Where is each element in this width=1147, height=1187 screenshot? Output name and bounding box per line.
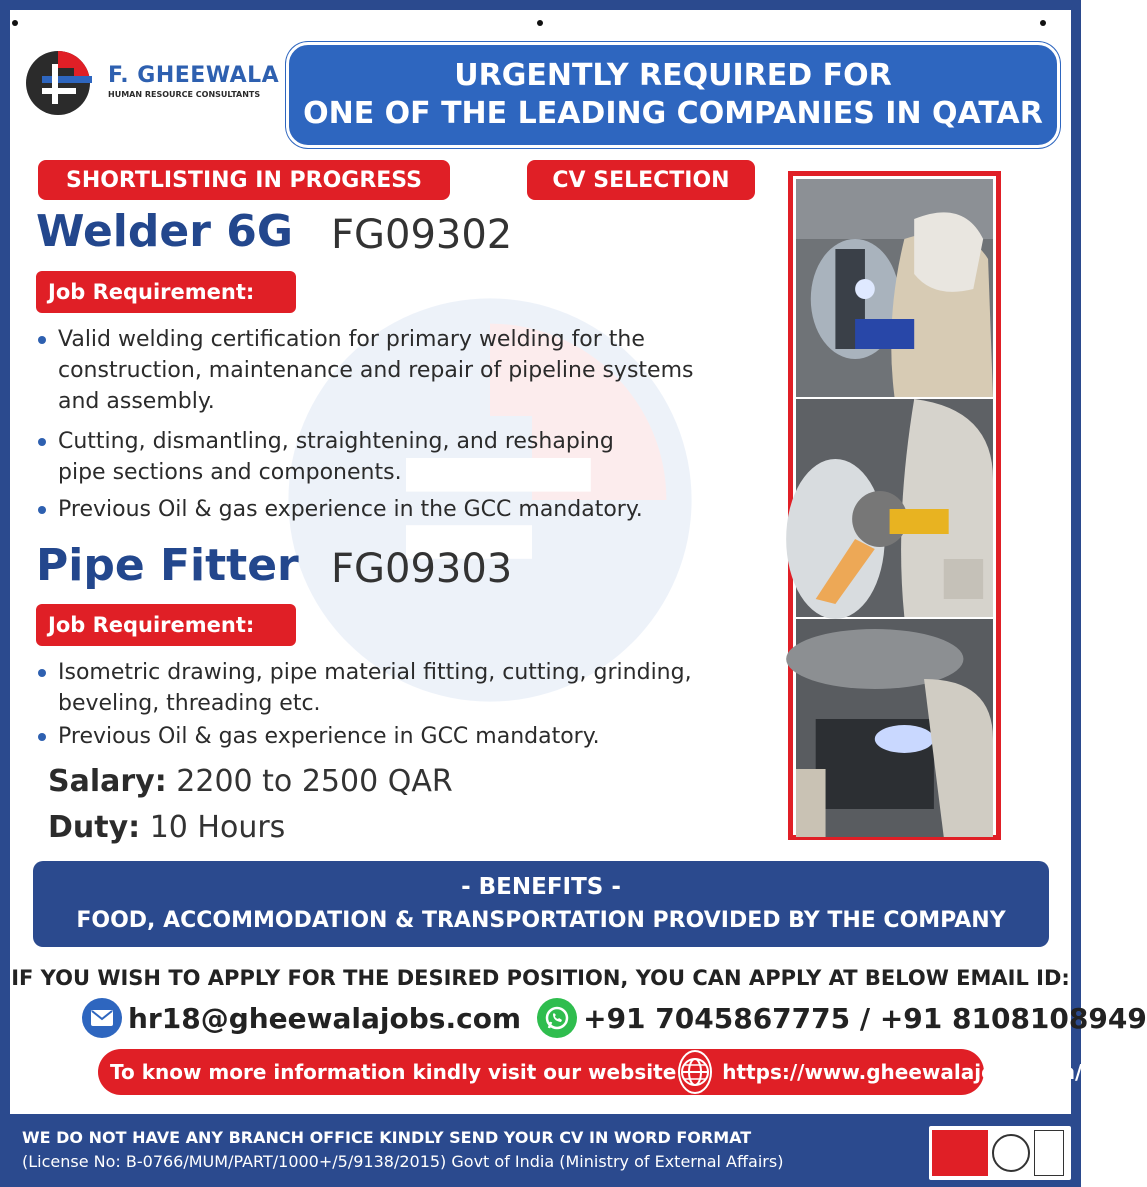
- job-title-welder: Welder 6G: [36, 206, 293, 257]
- salary-value: 2200 to 2500 QAR: [176, 764, 453, 799]
- gheewala-logo-icon: [24, 46, 104, 116]
- corner-dot: [1040, 20, 1046, 26]
- envelope-icon: [82, 998, 122, 1038]
- brand-tagline: HUMAN RESOURCE CONSULTANTS: [108, 90, 261, 99]
- certification-badges: [929, 1126, 1071, 1180]
- headline-banner: [286, 42, 1060, 148]
- globe-icon: [678, 1050, 712, 1094]
- whatsapp-icon: [537, 998, 577, 1038]
- website-banner[interactable]: [98, 1049, 1083, 1095]
- headline-line1: URGENTLY REQUIRED FOR: [454, 58, 892, 93]
- duty-line: [48, 810, 285, 845]
- contact-row: [82, 998, 1147, 1038]
- benefits-text: FOOD, ACCOMMODATION & TRANSPORTATION PROVIDED BY THE COMPANY: [76, 908, 1006, 933]
- job-code-pipe-fitter: FG09303: [331, 546, 513, 592]
- benefits-title: - BENEFITS -: [461, 874, 621, 900]
- headline-line2: ONE OF THE LEADING COMPANIES IN QATAR: [303, 96, 1043, 131]
- list-item: Isometric drawing, pipe material fitting, cutting, grinding, beveling, threading etc.: [38, 657, 728, 719]
- footer-license: (License No: B-0766/MUM/PART/1000+/5/9138/2015) Govt of India (Ministry of External Affairs): [22, 1152, 784, 1171]
- welder-requirements-list: [38, 324, 728, 525]
- brand-logo: [24, 46, 279, 116]
- grinding-photo: [796, 399, 993, 617]
- duty-value: 10 Hours: [149, 810, 286, 845]
- shortlisting-tag: SHORTLISTING IN PROGRESS: [38, 160, 450, 200]
- list-item: Valid welding certification for primary welding for the construction, maintenance and repair of pipeline systems and assembly.: [38, 324, 728, 417]
- list-item: Previous Oil & gas experience in the GCC mandatory.: [38, 494, 728, 525]
- brand-name: F. GHEEWALA: [108, 63, 280, 88]
- benefits-banner: [33, 861, 1049, 947]
- website-prompt: To know more information kindly visit our website: [110, 1060, 677, 1084]
- salary-label: Salary:: [48, 764, 167, 799]
- website-url[interactable]: https://www.gheewalajobs.com/: [722, 1060, 1083, 1084]
- photo-collage: [788, 171, 1001, 840]
- list-item: Cutting, dismantling, straightening, and reshaping pipe sections and components.: [38, 426, 658, 488]
- pipe-fitter-requirements-list: [38, 657, 728, 752]
- job-title-pipe-fitter: Pipe Fitter: [36, 540, 299, 591]
- footer-notice: WE DO NOT HAVE ANY BRANCH OFFICE KINDLY SEND YOUR CV IN WORD FORMAT: [22, 1128, 752, 1147]
- apply-instructions: IF YOU WISH TO APPLY FOR THE DESIRED POSITION, YOU CAN APPLY AT BELOW EMAIL ID:: [11, 966, 1070, 990]
- corner-dot: [12, 20, 18, 26]
- bureau-veritas-logo: [932, 1130, 988, 1176]
- corner-dot: [537, 20, 543, 26]
- fitting-photo: [796, 619, 993, 837]
- duty-label: Duty:: [48, 810, 141, 845]
- footer: [0, 1114, 1081, 1187]
- salary-line: [48, 764, 453, 799]
- ukas-logo: [1034, 1130, 1064, 1176]
- job-requirement-label: Job Requirement:: [36, 604, 296, 646]
- list-item: Previous Oil & gas experience in GCC mandatory.: [38, 721, 728, 752]
- job-code-welder: FG09302: [331, 212, 513, 258]
- certification-seal: [992, 1134, 1030, 1172]
- job-requirement-label: Job Requirement:: [36, 271, 296, 313]
- email-link[interactable]: hr18@gheewalajobs.com: [128, 1001, 522, 1035]
- welding-photo: [796, 179, 993, 397]
- phone-numbers[interactable]: +91 7045867775 / +91 8108108949: [583, 1001, 1147, 1035]
- cv-selection-tag: CV SELECTION: [527, 160, 755, 200]
